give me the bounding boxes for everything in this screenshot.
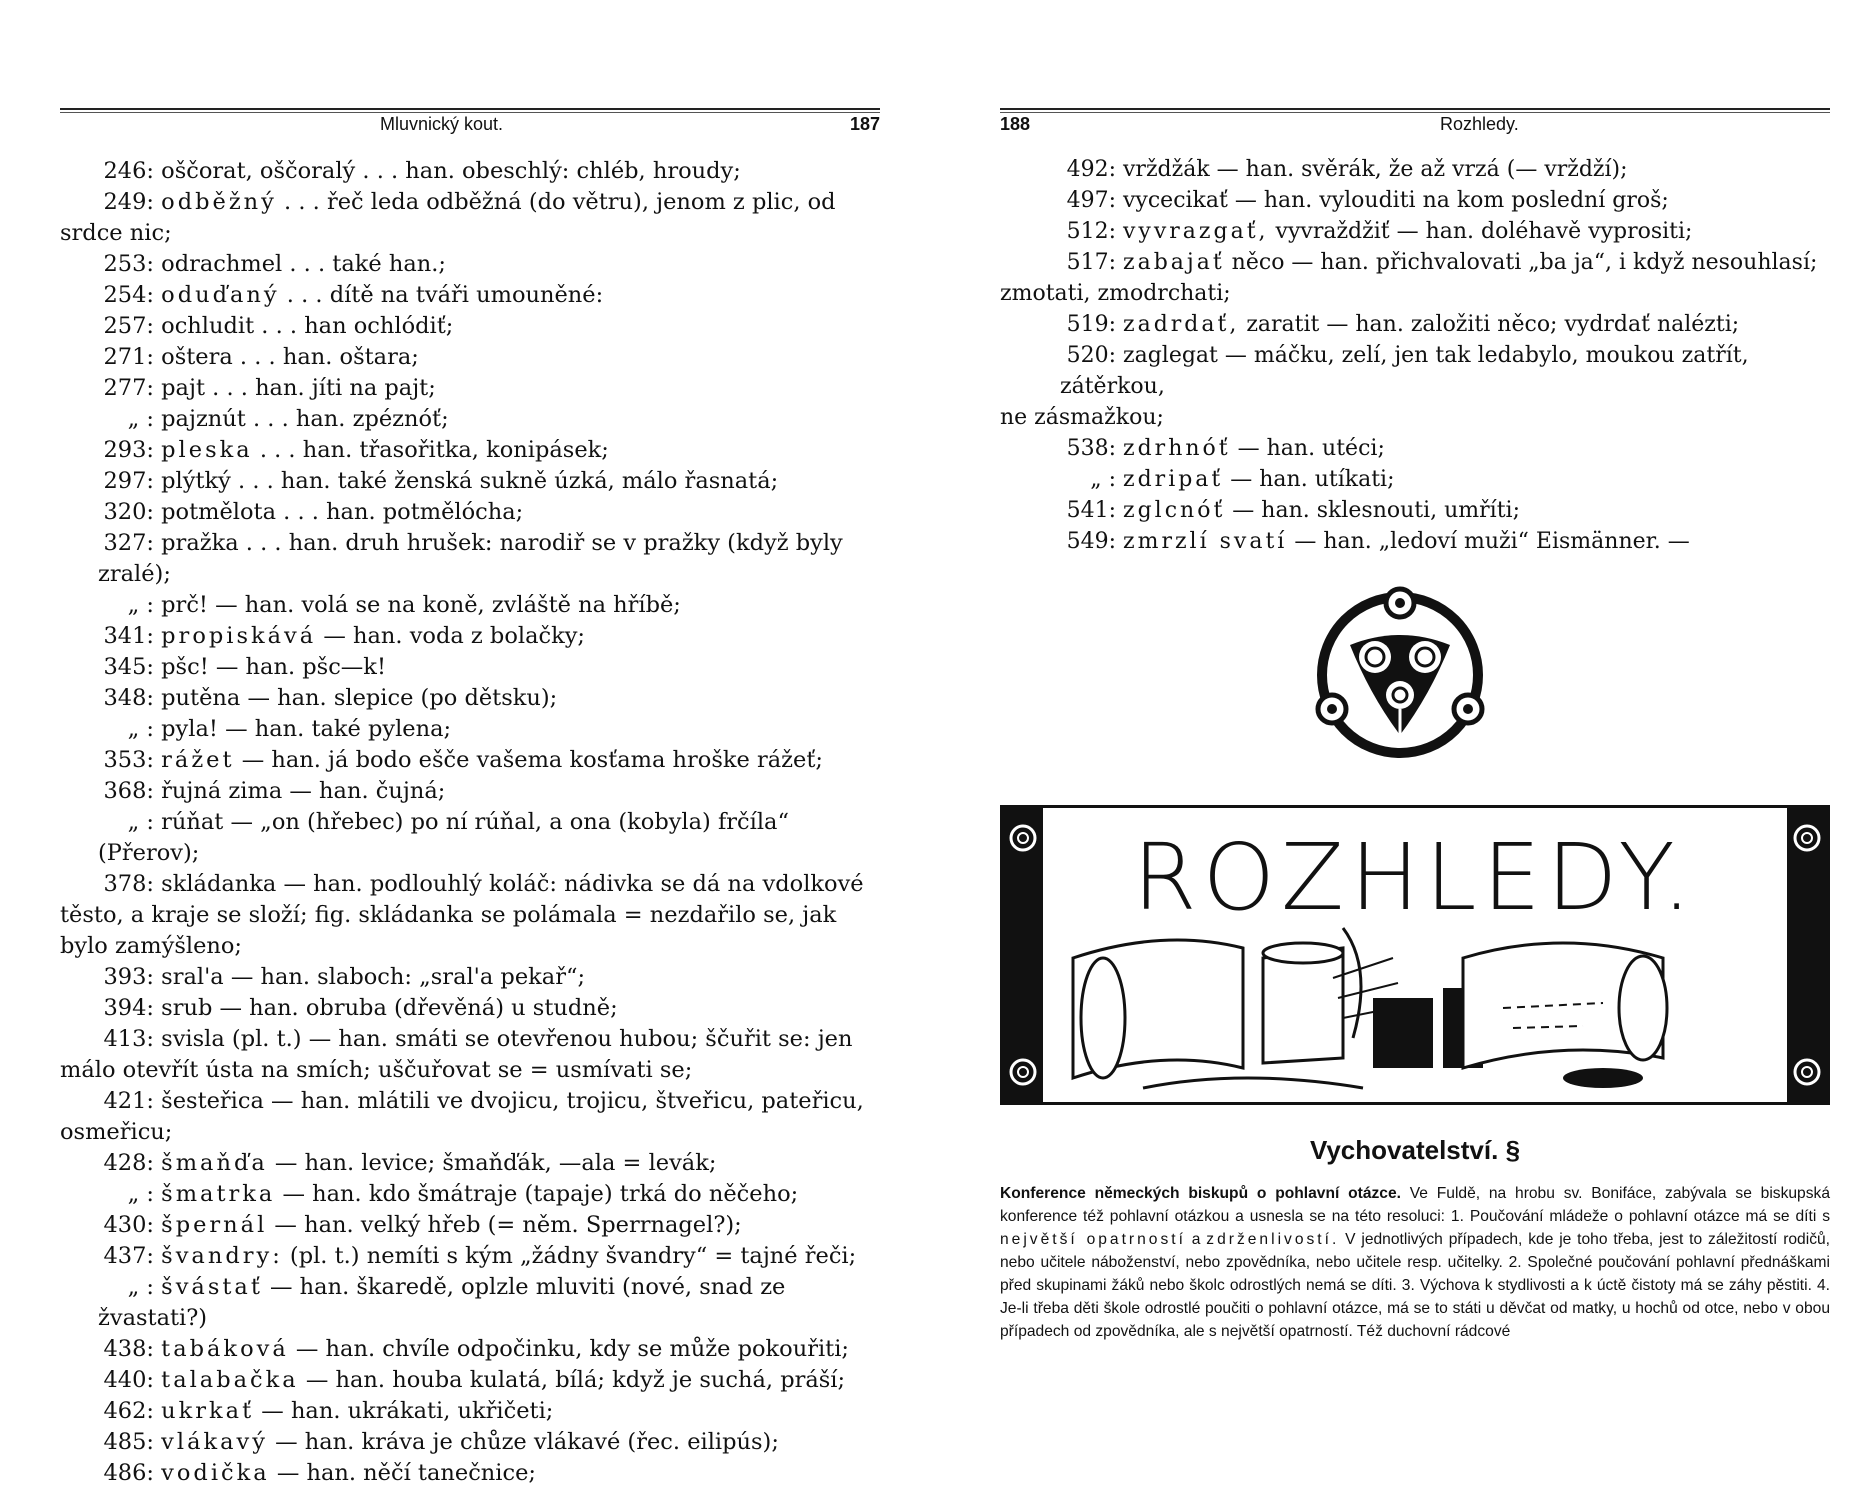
entry-headword: skládanka [161,871,277,897]
entry-definition: . . . han. potmělócha; [276,499,524,525]
right-page-number: 188 [1000,114,1031,134]
glossary-entry [60,466,880,497]
entry-definition: . . . han. druh hrušek: narodiř se v pražky (když byly zralé); [98,530,843,587]
glossary-entry [1000,526,1830,557]
entry-number: 428: [103,1150,154,1176]
glossary-entry [1000,495,1830,526]
entry-headword: ochludit [161,313,255,339]
glossary-entry [60,1272,880,1334]
entry-definition: — han. slepice (po dětsku); [240,685,558,711]
entry-definition: — han. také pylena; [217,716,452,742]
entry-definition: . . . han ochlódiť; [254,313,454,339]
entry-headword: pšc! [161,654,209,680]
entry-number: 497: [1066,188,1116,213]
entry-number: 254: [103,282,154,308]
article-spaced-2: zdrženlivostí. [1206,1231,1340,1248]
glossary-entry [60,1179,880,1210]
entry-headword: putěna [161,685,241,711]
entry-definition: . . . dítě na tváři umouněné: [279,282,604,308]
entry-number: 538: [1066,436,1116,461]
entry-continuation [1000,402,1830,433]
entry-definition: . . . han. oštara; [232,344,419,370]
entry-headword: oštera [161,344,233,370]
glossary-entry [1000,464,1830,495]
entry-headword: sral'a [161,964,224,990]
entry-headword: svisla [161,1026,225,1052]
entry-definition: zaratit — han. založiti něco; vydrdať nalézti; [1239,312,1740,337]
triskelion-ornament [1310,585,1490,765]
entry-continuation-text: těsto, a kraje se složí; fig. skládanka se polámala = nezdařilo se, jak [60,902,837,928]
entry-continuation-text: osmeřicu; [60,1119,173,1145]
glossary-entry [60,1086,880,1117]
entry-continuation-text: bylo zamýšleno; [60,933,242,959]
glossary-entry [60,714,880,745]
glossary-entry [60,249,880,280]
entry-headword: pajznút [161,406,246,432]
entry-number: 492: [1066,157,1116,182]
entry-number: 293: [103,437,154,463]
left-running-title: Mluvnický kout. [380,114,504,134]
glossary-entry [60,1024,880,1055]
entry-definition: — han. škaredě, oplzle mluviti (nové, snad ze žvastati?) [98,1274,786,1331]
entry-number: 421: [103,1088,154,1114]
glossary-entry [60,435,880,466]
entry-headword: zabajať [1123,250,1225,275]
entry-definition: — han. vylouditi na kom poslední groš; [1227,188,1669,213]
entry-headword: potmělota [161,499,276,525]
section-heading [1000,1135,1830,1166]
section-title-text: Vychovatelství. [1309,1135,1499,1165]
entry-continuation [60,931,880,962]
glossary-entry [60,652,880,683]
entry-definition: . . . han. obeschlý: chléb, hroudy; [355,158,741,184]
glossary-entry [60,1427,880,1458]
glossary-entry [60,311,880,342]
entry-headword: vodička [161,1460,270,1486]
entry-headword: srub [161,995,213,1021]
entry-number: 486: [103,1460,154,1486]
glossary-entry [60,683,880,714]
entry-headword: vrždžák [1123,157,1210,182]
entry-definition: — han. obruba (dřevěná) u studně; [212,995,618,1021]
glossary-entry [1000,185,1830,216]
entry-definition: — han. čujná; [282,778,446,804]
entry-number: „ : [127,1181,154,1207]
article-lead: Konference německých biskupů o pohlavní otázce. [1000,1185,1401,1202]
entry-number: 327: [103,530,154,556]
entry-definition: . . . řeč leda odběžná (do větru), jenom z plic, od [276,189,836,215]
entry-number: 462: [103,1398,154,1424]
glossary-entry [60,962,880,993]
right-entry-list [1000,154,1830,557]
entry-number: 430: [103,1212,154,1238]
entry-definition: — „on (hřebec) po ní rúňal, a ona (kobyla) frčíla“ (Přerov); [98,809,789,866]
entry-number: 297: [103,468,154,494]
entry-definition: — han. „ledoví muži“ Eismänner. — [1287,529,1690,554]
entry-number: 253: [103,251,154,277]
entry-headword: zaglegat [1123,343,1218,368]
entry-number: 246: [103,158,154,184]
entry-headword: rážet [161,747,235,773]
entry-definition: — han. podlouhlý koláč: nádivka se dá na vdolkové [276,871,864,897]
entry-definition: — han. utíkati; [1223,467,1395,492]
entry-headword: oščorat, oščoralý [161,158,356,184]
entry-number: 378: [103,871,154,897]
glossary-entry [1000,247,1830,278]
entry-definition: — han. chvíle odpočinku, kdy se může pokouřiti; [288,1336,849,1362]
entry-headword: pleska [161,437,253,463]
glossary-entry [60,280,880,311]
entry-definition: (pl. t.) nemíti s kým „žádny švandry“ = tajné řeči; [282,1243,857,1269]
entry-definition: . . . han. zpéznóť; [245,406,449,432]
left-running-head [60,108,880,142]
glossary-entry [60,497,880,528]
glossary-entry [60,1148,880,1179]
entry-number: 519: [1066,312,1116,337]
banner-title: ROZHLEDY. [1132,824,1698,931]
glossary-entry [60,1365,880,1396]
entry-headword: pyla! [161,716,218,742]
entry-continuation [1000,278,1830,309]
entry-number: 440: [103,1367,154,1393]
section-mark: § [1505,1135,1521,1165]
entry-headword: pajt [161,375,205,401]
entry-headword: talabačka [161,1367,299,1393]
entry-number: „ : [127,1274,154,1300]
glossary-entry [60,807,880,869]
entry-definition: něco — han. přichvalovati „ba ja“, i když nesouhlasí; [1224,250,1818,275]
entry-headword: zdripať [1123,467,1224,492]
entry-definition: — han. utéci; [1230,436,1385,461]
glossary-entry [60,869,880,900]
glossary-entry [60,1458,880,1489]
entry-headword: ukrkať [161,1398,255,1424]
glossary-entry [60,1334,880,1365]
entry-number: 413: [103,1026,154,1052]
entry-definition: — han. ukrákati, ukřičeti; [254,1398,554,1424]
entry-definition: — han. velký hřeb (= něm. Sperrnagel?); [267,1212,742,1238]
entry-definition: — máčku, zelí, jen tak ledabylo, moukou zatřít, zátěrkou, [1060,343,1749,399]
entry-continuation [60,218,880,249]
entry-headword: vyvrazgať, [1123,219,1269,244]
entry-definition: . . . han. jíti na pajt; [205,375,436,401]
entry-number: 485: [103,1429,154,1455]
entry-definition: — han. pšc—k! [208,654,386,680]
entry-headword: řujná zima [161,778,283,804]
glossary-entry [1000,309,1830,340]
glossary-entry [1000,216,1830,247]
entry-number: 549: [1066,529,1116,554]
glossary-entry [60,1241,880,1272]
entry-headword: šmaňďa [161,1150,268,1176]
entry-definition: — han. voda z bolačky; [316,623,586,649]
entry-headword: odběžný [161,189,277,215]
entry-number: „ : [127,592,154,618]
entry-continuation [60,1055,880,1086]
entry-continuation [60,1117,880,1148]
entry-definition: — han. svěrák, že až vrzá (— vrždží); [1209,157,1628,182]
entry-definition: . . . han. také ženská sukně úzká, málo řasnatá; [230,468,779,494]
entry-number: 320: [103,499,154,525]
glossary-entry [60,404,880,435]
entry-headword: vycecikať [1123,188,1228,213]
entry-definition: — han. kráva je chůze vlákavé (řec. eilipús); [267,1429,779,1455]
article-paragraph [1000,1182,1830,1343]
glossary-entry [60,1396,880,1427]
entry-number: 512: [1066,219,1116,244]
left-entry-list [60,156,880,1489]
entry-headword: pražka [161,530,239,556]
article-spaced-1: největší opatrností [1000,1231,1186,1248]
entry-headword: tabáková [161,1336,289,1362]
entry-number: 437: [103,1243,154,1269]
glossary-entry [60,528,880,590]
article-text-3: V jednotlivých případech, kde je toho třeba, jest to záležitostí rodičů, nebo učitele náboženství, nebo zpovědníka, nebo učitele resp. učitelky. 2. Společné poučování pohlavní přednáškami před skupinami žáků nebo školc odrostlých nemá se díti. 3. Výchova k stydlivosti a k úctě čistoty má se záhy pěstiti. 4. Je-li třeba děti škole odrostlé poučiti o pohlavní otázce, má se to státi u děvčat od matky, u hochů od otce, nebo v obou případech od zpovědníka, ale s největší opatrností. Též duchovní rádcové [1000,1231,1830,1340]
right-running-title: Rozhledy. [1440,114,1519,134]
entry-headword: prč! [161,592,208,618]
glossary-entry [60,187,880,218]
entry-number: 271: [103,344,154,370]
article-text-2: a [1185,1231,1207,1248]
entry-definition: — han. houba kulatá, bílá; když je suchá, práší; [298,1367,846,1393]
article-text-1: Ve Fuldě, na hrobu sv. Bonifáce, zabývala se biskupská konference též pohlavní otázkou a usnesla se na této resoluci: 1. Poučování mládeže o pohlavní otázce má se díti s [1000,1185,1830,1225]
entry-definition: . . . také han.; [282,251,446,277]
entry-headword: zadrdať, [1123,312,1240,337]
entry-number: „ : [127,809,154,835]
entry-number: „ : [127,716,154,742]
entry-number: 393: [103,964,154,990]
left-page-number: 187 [849,114,880,134]
entry-number: 353: [103,747,154,773]
glossary-entry [60,621,880,652]
entry-headword: propiskává [161,623,317,649]
entry-number: 517: [1066,250,1116,275]
glossary-entry [60,342,880,373]
right-page [1000,80,1830,1343]
entry-headword: švandry: [161,1243,283,1269]
entry-definition: — han. kdo šmátraje (tapaje) trká do něčeho; [275,1181,799,1207]
glossary-entry [60,590,880,621]
glossary-entry [60,745,880,776]
entry-definition: — han. volá se na koně, zvláště na hříbě; [207,592,681,618]
glossary-entry [1000,154,1830,185]
entry-definition: — han. sklesnouti, umříti; [1225,498,1521,523]
entry-headword: odrachmel [161,251,283,277]
entry-number: 348: [103,685,154,711]
entry-headword: zmrzlí svatí [1123,529,1288,554]
entry-headword: oduďaný [161,282,280,308]
entry-headword: šesteřica [161,1088,264,1114]
entry-headword: zdrhnóť [1123,436,1231,461]
entry-headword: zglcnóť [1123,498,1226,523]
entry-headword: šmatrka [161,1181,276,1207]
right-running-head [1000,108,1830,142]
entry-continuation-text: málo otevřít ústa na smích; uščuřovat se = usmívati se; [60,1057,693,1083]
entry-number: 394: [103,995,154,1021]
glossary-entry [60,373,880,404]
entry-definition: — han. já bodo ešče vašema kosťama hroške rážeť; [234,747,823,773]
entry-headword: špernál [161,1212,268,1238]
entry-definition: — han. něčí tanečnice; [269,1460,536,1486]
entry-definition: — han. mlátili ve dvojicu, trojicu, štveřicu, pateřicu, [263,1088,864,1114]
entry-definition: . . . han. třasořitka, konipásek; [252,437,609,463]
left-page [60,80,880,1489]
entry-headword: rúňat [161,809,224,835]
entry-headword: švástať [161,1274,263,1300]
glossary-entry [60,993,880,1024]
entry-number: 277: [103,375,154,401]
entry-number: 541: [1066,498,1116,523]
entry-continuation-text: zmotati, zmodrchati; [1000,281,1231,306]
scrolls-illustration [1043,808,1793,1102]
entry-definition: (pl. t.) — han. smáti se otevřenou hubou; ščuřit se: jen [224,1026,853,1052]
entry-number: 368: [103,778,154,804]
entry-number: „ : [127,406,154,432]
glossary-entry [60,156,880,187]
entry-headword: plýtký [161,468,231,494]
glossary-entry [1000,340,1830,402]
entry-number: 438: [103,1336,154,1362]
entry-number: „ : [1090,467,1116,492]
entry-number: 249: [103,189,154,215]
entry-number: 520: [1066,343,1116,368]
entry-definition: — han. slaboch: „sral'a pekař“; [223,964,586,990]
rozhledy-banner [1000,805,1830,1105]
entry-number: 345: [103,654,154,680]
entry-continuation-text: ne zásmažkou; [1000,405,1164,430]
entry-number: 257: [103,313,154,339]
glossary-entry [60,1210,880,1241]
header-rule [1000,108,1830,113]
header-rule [60,108,880,113]
entry-definition: vyvraždžiť — han. doléhavě vyprositi; [1268,219,1693,244]
entry-definition: — han. levice; šmaňďák, —ala = levák; [267,1150,717,1176]
entry-continuation-text: srdce nic; [60,220,172,246]
entry-headword: vlákavý [161,1429,268,1455]
entry-continuation [60,900,880,931]
banner-panel [1043,808,1787,1102]
glossary-entry [1000,433,1830,464]
entry-number: 341: [103,623,154,649]
glossary-entry [60,776,880,807]
